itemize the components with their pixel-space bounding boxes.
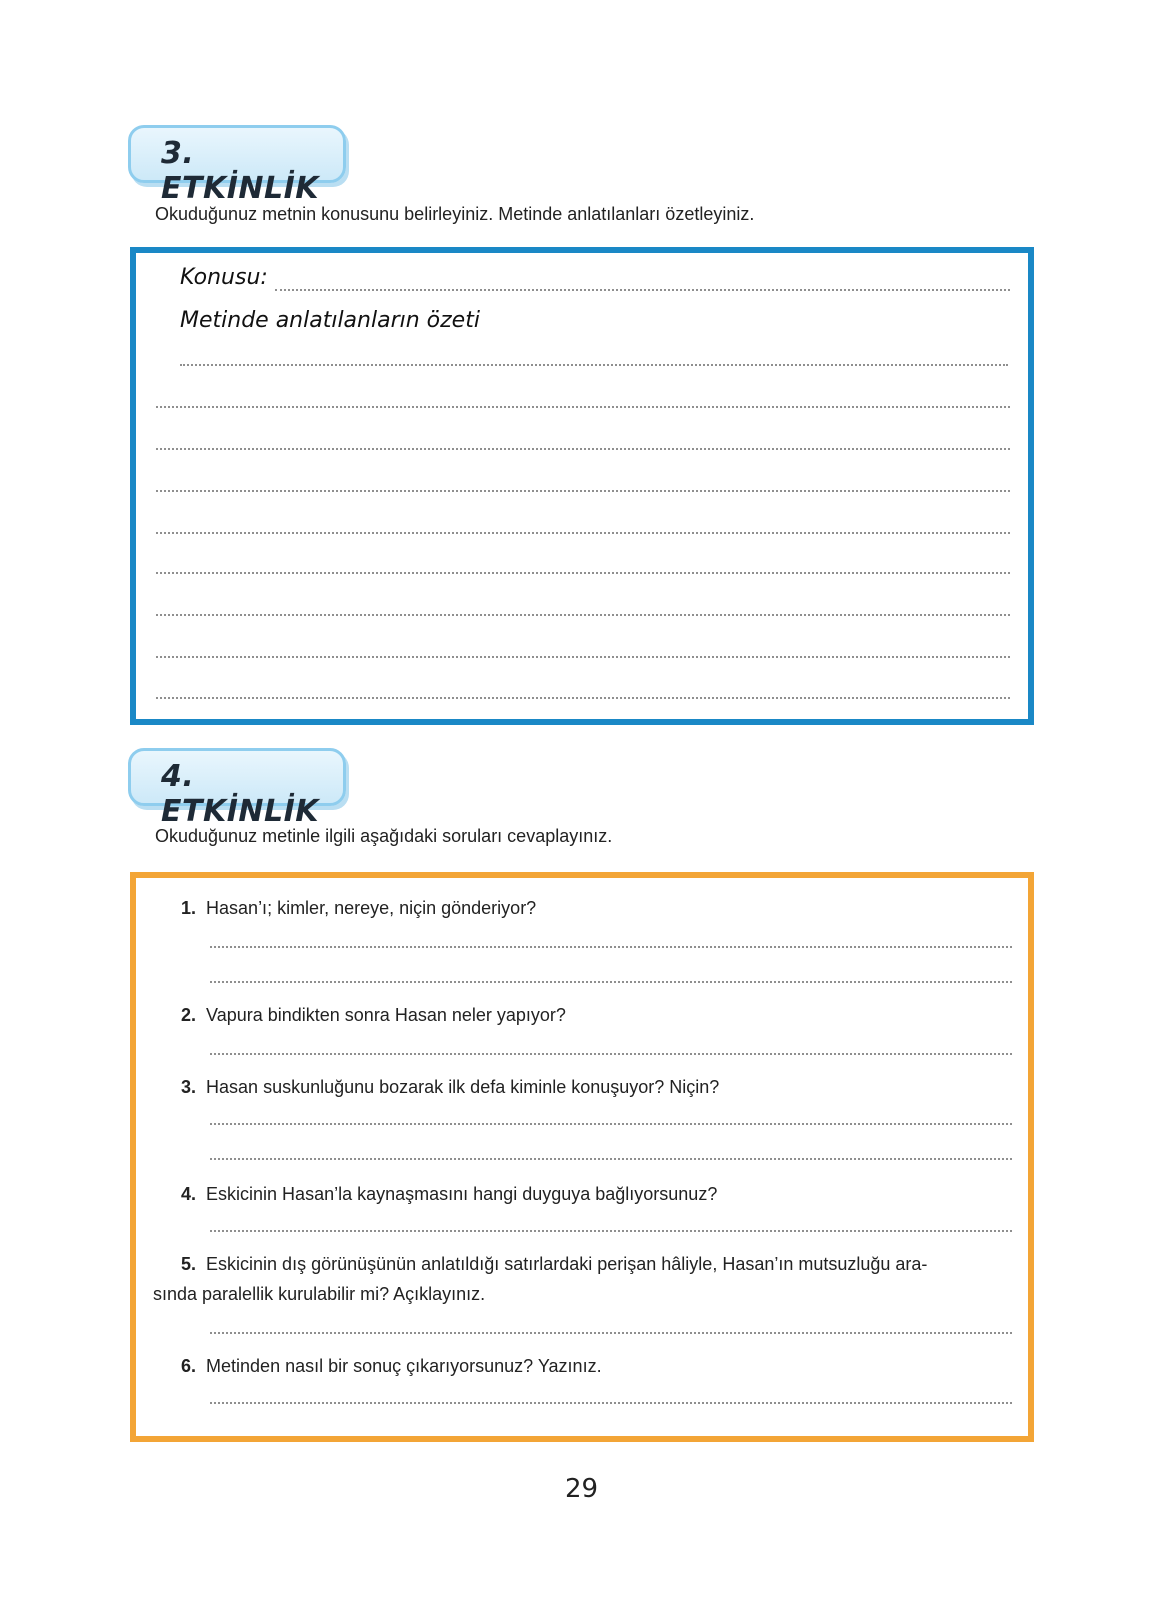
answer-1-line-1[interactable] xyxy=(210,946,1012,948)
question-5: 5. Eskicinin dış görünüşünün anlatıldığı satırlardaki perişan hâliyle, Hasan’ın mutsuzluğu ara- xyxy=(181,1254,928,1274)
answer-3-line-2[interactable] xyxy=(210,1158,1012,1160)
summary-line-5[interactable] xyxy=(156,532,1010,534)
question-4: 4. Eskicinin Hasan’la kaynaşmasını hangi duyguya bağlıyorsunuz? xyxy=(181,1184,718,1204)
activity-4-title: 4. ETKİNLİK xyxy=(161,759,319,829)
summary-line-1[interactable] xyxy=(180,364,1008,366)
summary-line-7[interactable] xyxy=(156,614,1010,616)
question-6: 6. Metinden nasıl bir sonuç çıkarıyorsunuz? Yazınız. xyxy=(181,1356,602,1376)
summary-label: Metinde anlatılanların özeti xyxy=(180,308,480,333)
answer-5-line-1[interactable] xyxy=(210,1332,1012,1334)
question-5-continued: sında paralellik kurulabilir mi? Açıklayınız. xyxy=(153,1284,486,1304)
topic-label: Konusu: xyxy=(180,265,268,290)
question-2: 2. Vapura bindikten sonra Hasan neler yapıyor? xyxy=(181,1005,566,1025)
summary-line-8[interactable] xyxy=(156,656,1010,658)
summary-line-9[interactable] xyxy=(156,697,1010,699)
activity-4-badge xyxy=(128,748,346,829)
topic-answer-line[interactable] xyxy=(275,289,1010,291)
answer-6-line-1[interactable] xyxy=(210,1402,1012,1404)
summary-line-2[interactable] xyxy=(156,406,1010,408)
answer-4-line-1[interactable] xyxy=(210,1230,1012,1232)
summary-line-3[interactable] xyxy=(156,448,1010,450)
summary-line-4[interactable] xyxy=(156,490,1010,492)
question-1: 1. Hasan’ı; kimler, nereye, niçin gönderiyor? xyxy=(181,898,537,918)
summary-line-6[interactable] xyxy=(156,572,1010,574)
activity-3-badge xyxy=(128,125,346,206)
answer-3-line-1[interactable] xyxy=(210,1123,1012,1125)
activity-4-instruction: Okuduğunuz metinle ilgili aşağıdaki soruları cevaplayınız. xyxy=(155,826,613,846)
page-number: 29 xyxy=(564,1474,599,1504)
answer-1-line-2[interactable] xyxy=(210,981,1012,983)
answer-2-line-1[interactable] xyxy=(210,1053,1012,1055)
activity-3-title: 3. ETKİNLİK xyxy=(161,136,319,206)
activity-3-instruction: Okuduğunuz metnin konusunu belirleyiniz. Metinde anlatılanları özetleyiniz. xyxy=(155,204,755,224)
question-3: 3. Hasan suskunluğunu bozarak ilk defa kiminle konuşuyor? Niçin? xyxy=(181,1077,720,1097)
